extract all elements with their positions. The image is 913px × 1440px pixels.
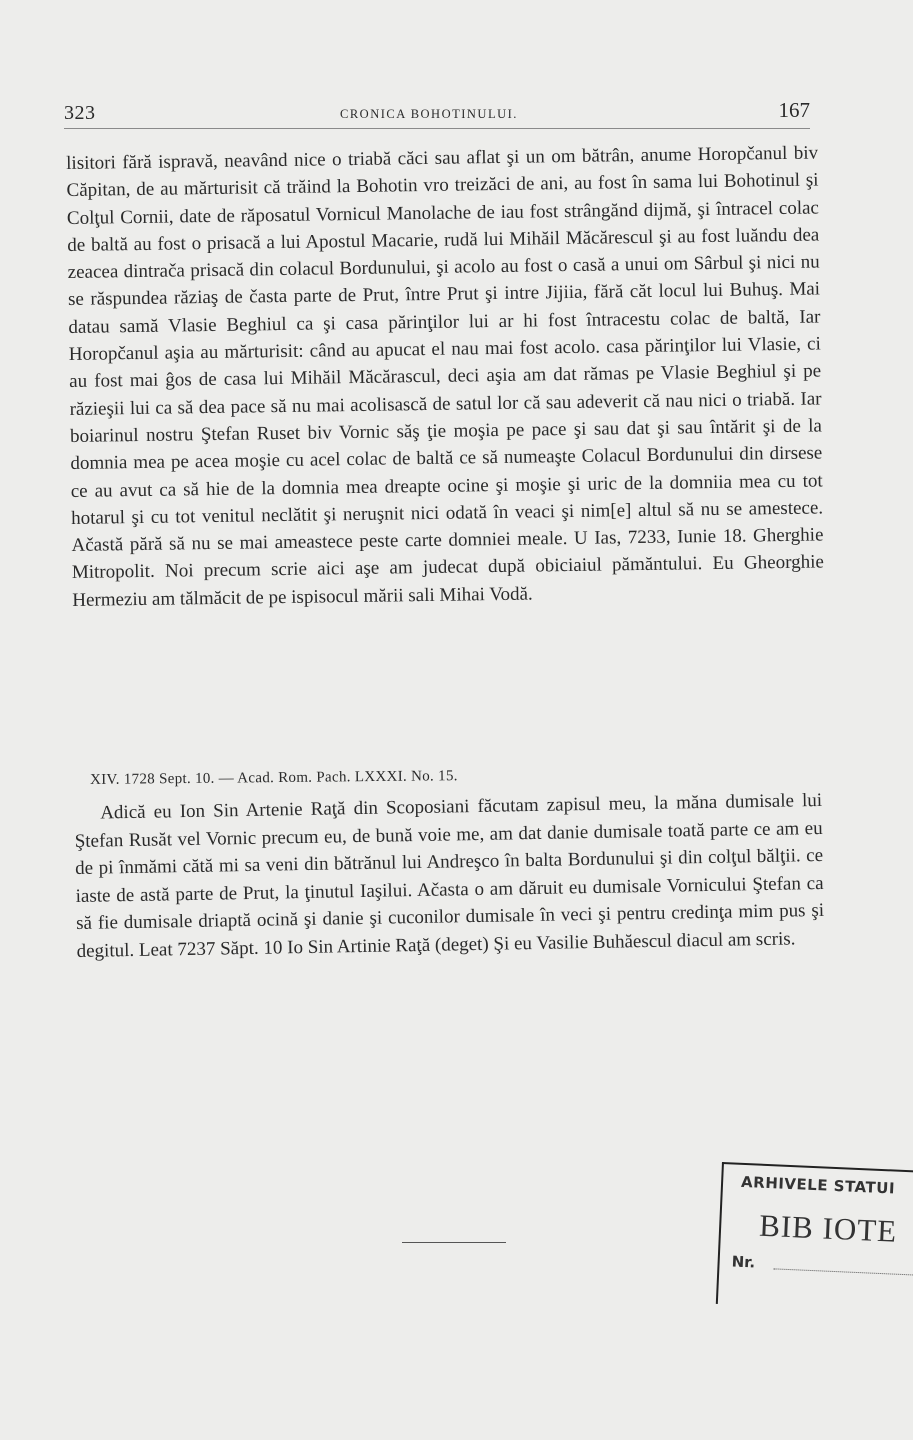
running-title: CRONICA BOHOTINULUI. xyxy=(340,107,518,121)
page-header xyxy=(64,98,810,128)
main-text-block xyxy=(66,140,824,615)
end-rule xyxy=(402,1242,506,1243)
stamp-line-number: Nr. xyxy=(731,1252,756,1272)
stamp-number-dots xyxy=(773,1268,913,1276)
page-number-left: 323 xyxy=(64,102,96,124)
stamp-line-library: BIB IOTE xyxy=(758,1207,898,1249)
header-rule xyxy=(64,128,810,129)
main-paragraph: lisitori fără ispravă, neavând nice o triabă căci sau aflat şi un om bătrân, anume Horopčanul biv Căpitan, de au mărturisit că trăind la Bohotin vro treizăci de ani, au fost în sama lui Bohotinul şi Colţul Cornii, date de răposatul Vornicul Manolache de iau fost strângănd dijmă, şi întracel colac de baltă au fost o prisacă a lui Apostul Macarie, rudă lui Mihăil Măcărescul şi au fost luăndu dea zeacea dintrača prisacă din colacul Bordunului, şi acolo au fost o casă a unui om Sârbul şi nici nu se răspundea răziaş de časta parte de Prut, între Prut şi intre Jijiia, fără căt locul lui Buhuş. Mai datau samă Vlasie Beghiul ca şi casa părinţilor lui ar hi fost întracestu colac de baltă, Iar Horopčanul aşia au mărturisit: când au apucat el nau mai fost acolo. casa părinţilor lui Vlasie, ci au fost mai ĝos de casa lui Mihăil Măcărascul, deci aşia am dat rămas pe Vlasie Beghiul şi pe răzieşii lui ca să dea pace să nu mai acolisască de satul lor că sau adeverit că nau nici o triabă. Iar boiarinul nostru Ştefan Ruset biv Vornic săş ţie moşia pe pace şi sau dat şi sau întărit şi de la domnia mea pe acea moşie cu acel colac de baltă ce să numeaşte Colacul Bordunului din dirsese ce au avut ca să hie de la domnia mea dreapte ocine şi moşie şi uric de la domniia mea cu tot hotarul şi cu tot venitul neclătit şi neruşnit nici odată în veaci şi nim[e] altul să nu se amestece. Ačastă pără să nu se mai ameastece peste carte domniei meale. U Ias, 7233, Iunie 18. Gherghie Mitropolit. Noi precum scrie aici aşe am judecat după obiciaiul pămăntului. Eu Gheorghie Hermeziu am tălmăcit de pe ispisocul mării sali Mihai Vodă. xyxy=(66,142,824,611)
second-text-block xyxy=(74,787,825,965)
second-paragraph: Adică eu Ion Sin Artenie Raţă din Scoposiani făcutam zapisul meu, la măna dumisale lui Ştefan Rusăt vel Vornic precum eu, de bună voie me, am dat danie dumisale toată parte ce am eu de pi înmămi cătă mi sa veni din bătrănul lui Andreşco în balta Bordunului şi din colţul bălţii. ce iaste de astă parte de Prut, la ţinutul Iaşilui. Ačasta o am dăruit eu dumisale Vornicului Ştefan ca să fie dumisale driaptă ocină şi danie şi cuconilor dumisale în veci şi pentru credinţa mim pus şi degitul. Leat 7237 Săpt. 10 Io Sin Artinie Raţă (deget) Şi eu Vasilie Buhăescul diacul am scris. xyxy=(74,789,825,962)
stamp-line-archive: ARHIVELE STATUI xyxy=(740,1172,896,1198)
document-heading: XIV. 1728 Sept. 10. — Acad. Rom. Pach. LXXXI. No. 15. xyxy=(90,768,458,788)
archive-stamp xyxy=(716,1162,913,1313)
page-number-right: 167 xyxy=(778,98,810,122)
